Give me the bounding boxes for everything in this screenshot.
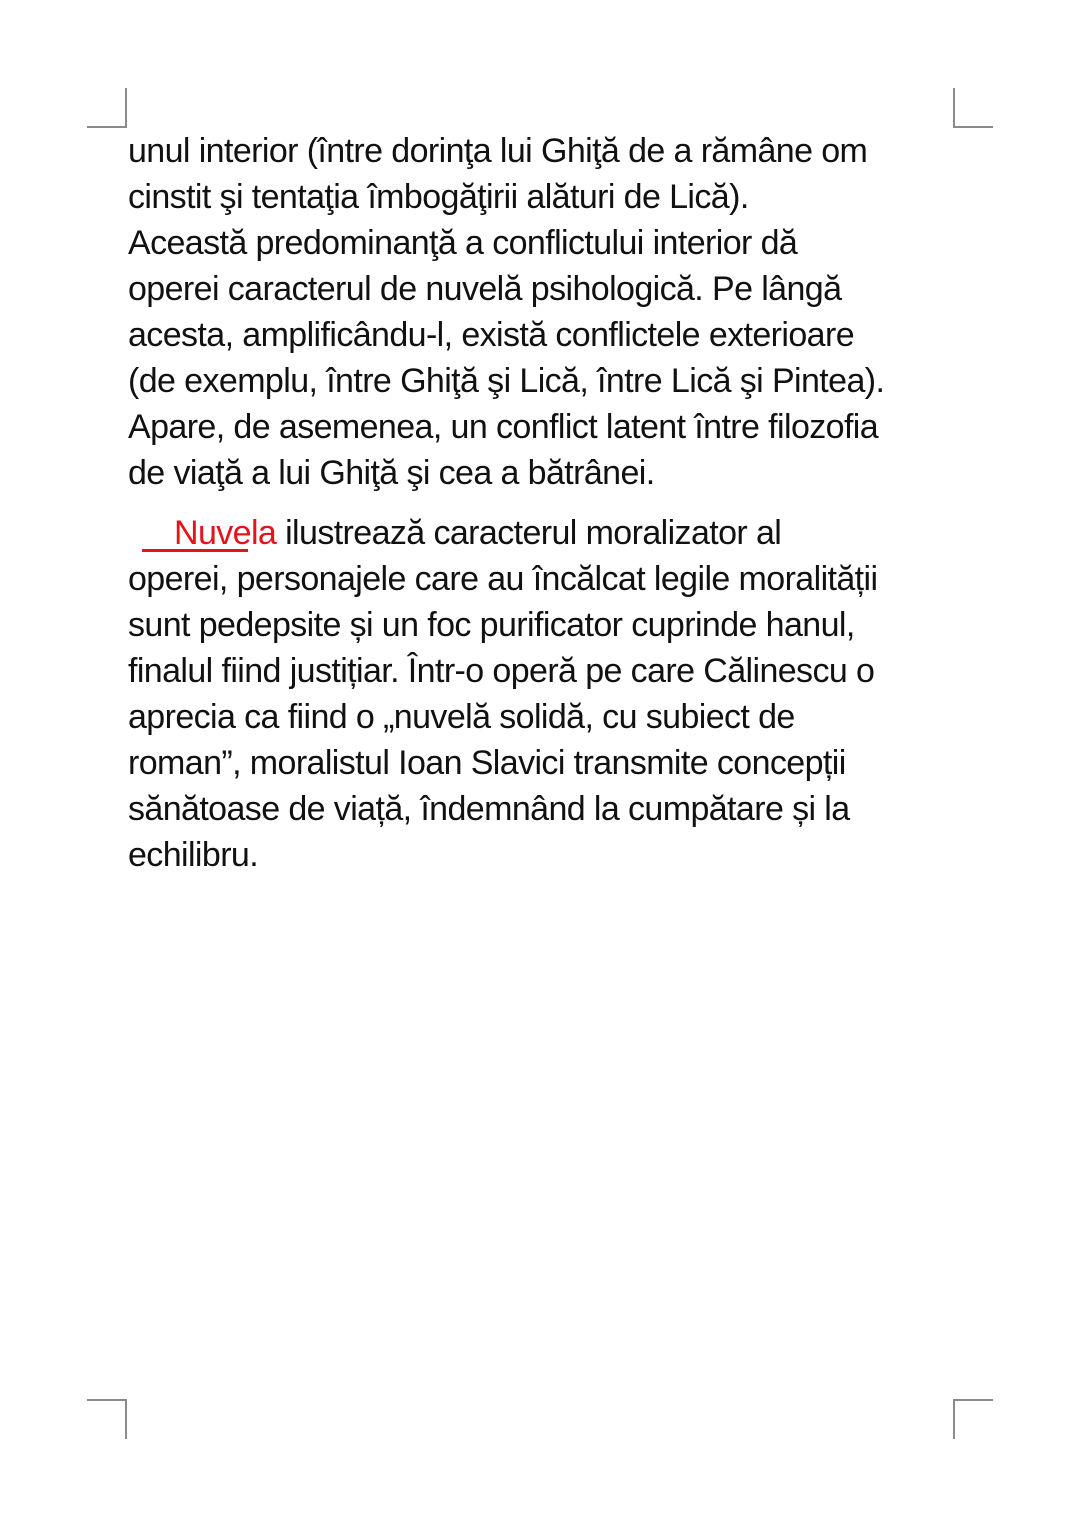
text-line: echilibru. [128,836,259,874]
paragraph-moral [128,510,958,878]
crop-mark-bottom-right [953,1399,993,1439]
crop-mark-bottom-left [87,1399,127,1439]
text-line: (de exemplu, între Ghiţă şi Lică, între Lică şi Pintea). [128,362,885,400]
text-line: roman”, moralistul Ioan Slavici transmite concepții [128,744,846,782]
text-line: finalul fiind justițiar. Într-o operă pe care Călinescu o [128,652,875,690]
document-page [128,128,958,878]
text-line: Această predominanţă a conflictului interior dă [128,224,798,262]
text-line: unul interior (între dorinţa lui Ghiţă de a rămâne om [128,132,868,170]
text-line: aprecia ca fiind o „nuvelă solidă, cu subiect de [128,698,795,736]
text-run: ilustrează caracterul moralizator al [276,514,782,552]
text-line-first [128,510,958,556]
text-line: operei caracterul de nuvelă psihologică. Pe lângă [128,270,842,308]
text-line: de viaţă a lui Ghiţă şi cea a bătrânei. [128,454,655,492]
text-line: sunt pedepsite și un foc purificator cuprinde hanul, [128,606,855,644]
crop-mark-top-right [953,88,993,128]
text-line: sănătoase de viață, îndemnând la cumpătare și la [128,790,850,828]
text-line: Apare, de asemenea, un conflict latent între filozofia [128,408,879,446]
text-line: operei, personajele care au încălcat legile moralității [128,560,878,598]
crop-mark-top-left [87,88,127,128]
text-line: cinstit şi tentaţia îmbogăţirii alături de Lică). [128,178,749,216]
paragraph-conflict [128,128,958,496]
text-line: acesta, amplificându-l, există conflictele exterioare [128,316,855,354]
highlighted-word[interactable]: Nuvela [174,514,277,552]
